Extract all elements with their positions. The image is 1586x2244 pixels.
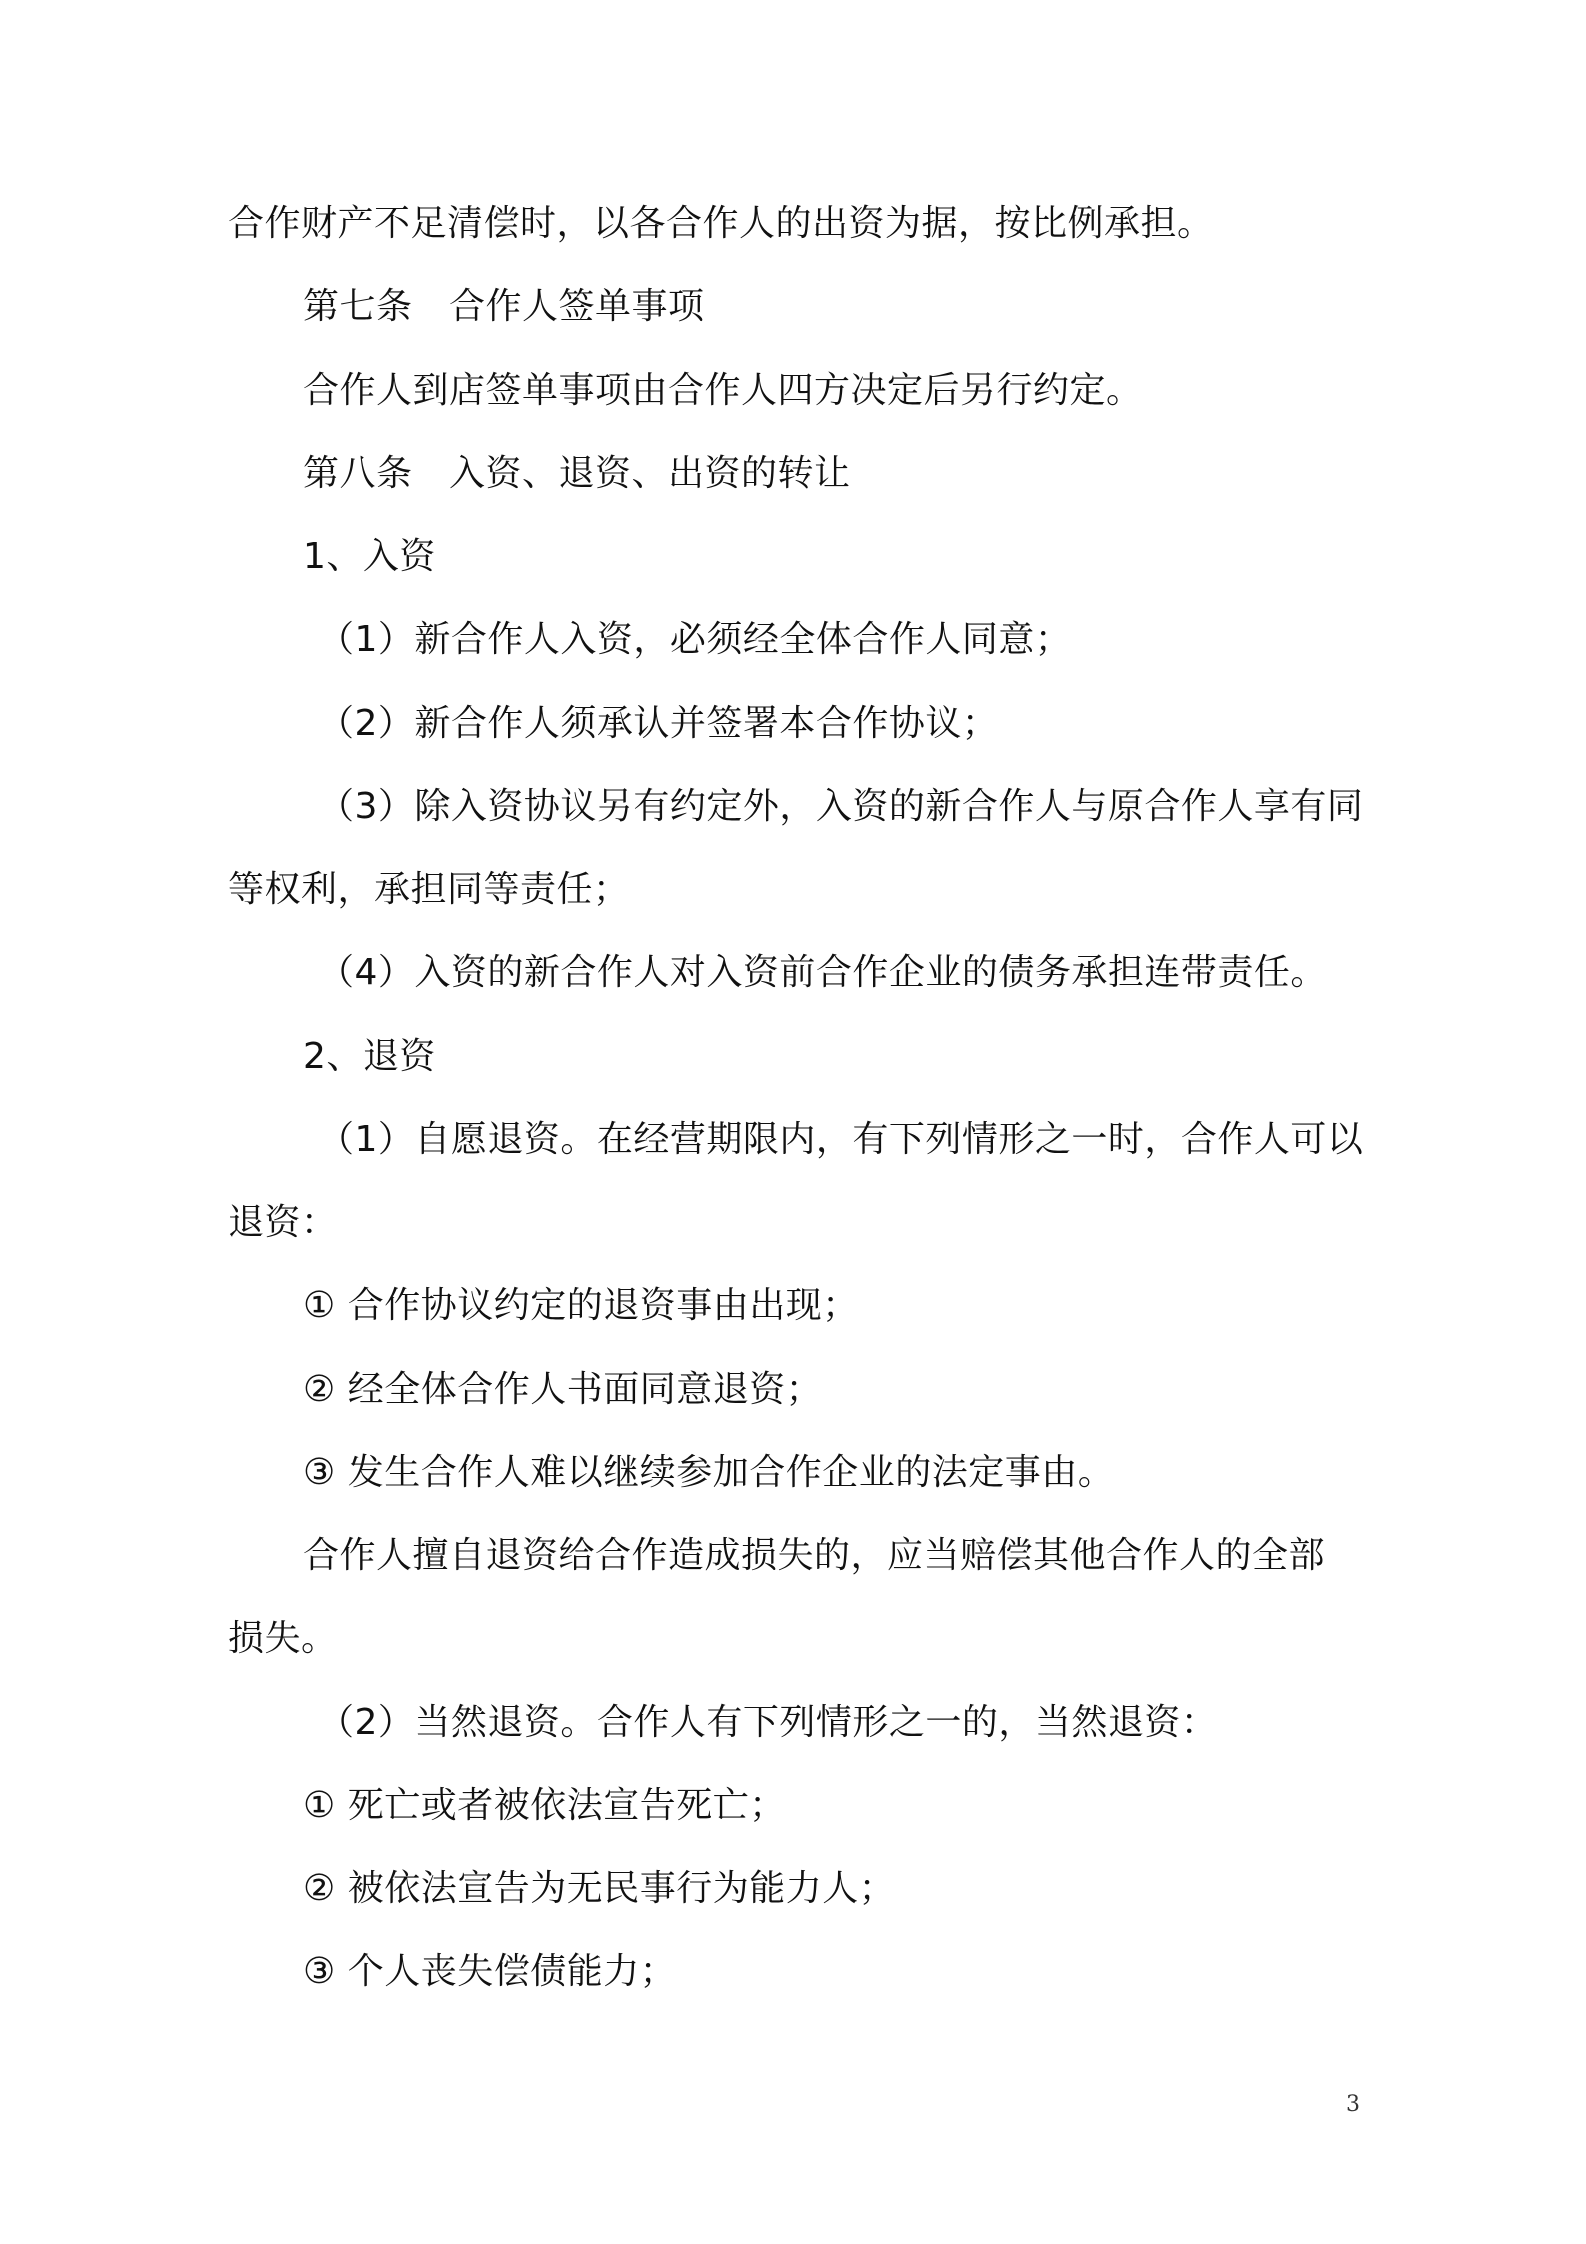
list-item: （2）当然退资。合作人有下列情形之一的，当然退资： [318, 1702, 1218, 1743]
list-item: ③ 发生合作人难以继续参加合作企业的法定事由。 [303, 1452, 1115, 1493]
list-item: （3）除入资协议另有约定外，入资的新合作人与原合作人享有同 [318, 786, 1364, 827]
list-item: ② 经全体合作人书面同意退资； [303, 1369, 823, 1410]
list-item: ② 被依法宣告为无民事行为能力人； [303, 1868, 896, 1909]
paragraph-line: 退资： [228, 1202, 338, 1243]
list-item: ① 合作协议约定的退资事由出现； [303, 1285, 859, 1326]
paragraph-line: 合作财产不足清偿时，以各合作人的出资为据，按比例承担。 [228, 203, 1214, 244]
page-number: 3 [1346, 2092, 1360, 2117]
list-item: （1）自愿退资。在经营期限内，有下列情形之一时，合作人可以 [318, 1119, 1364, 1160]
article-heading: 第八条 入资、退资、出资的转让 [303, 453, 851, 494]
list-item: （4）入资的新合作人对入资前合作企业的债务承担连带责任。 [318, 952, 1327, 993]
list-item: ③ 个人丧失偿债能力； [303, 1951, 677, 1992]
article-heading: 第七条 合作人签单事项 [303, 286, 705, 327]
section-heading: 1、入资 [303, 536, 436, 577]
list-item: ① 死亡或者被依法宣告死亡； [303, 1785, 786, 1826]
paragraph-line: 损失。 [228, 1618, 338, 1659]
paragraph-line: 合作人擅自退资给合作造成损失的，应当赔偿其他合作人的全部 [303, 1535, 1326, 1576]
list-item: （2）新合作人须承认并签署本合作协议； [318, 703, 999, 744]
paragraph-line: 等权利，承担同等责任； [228, 869, 630, 910]
list-item: （1）新合作人入资，必须经全体合作人同意； [318, 619, 1072, 660]
paragraph-line: 合作人到店签单事项由合作人四方决定后另行约定。 [303, 370, 1143, 411]
section-heading: 2、退资 [303, 1036, 436, 1077]
